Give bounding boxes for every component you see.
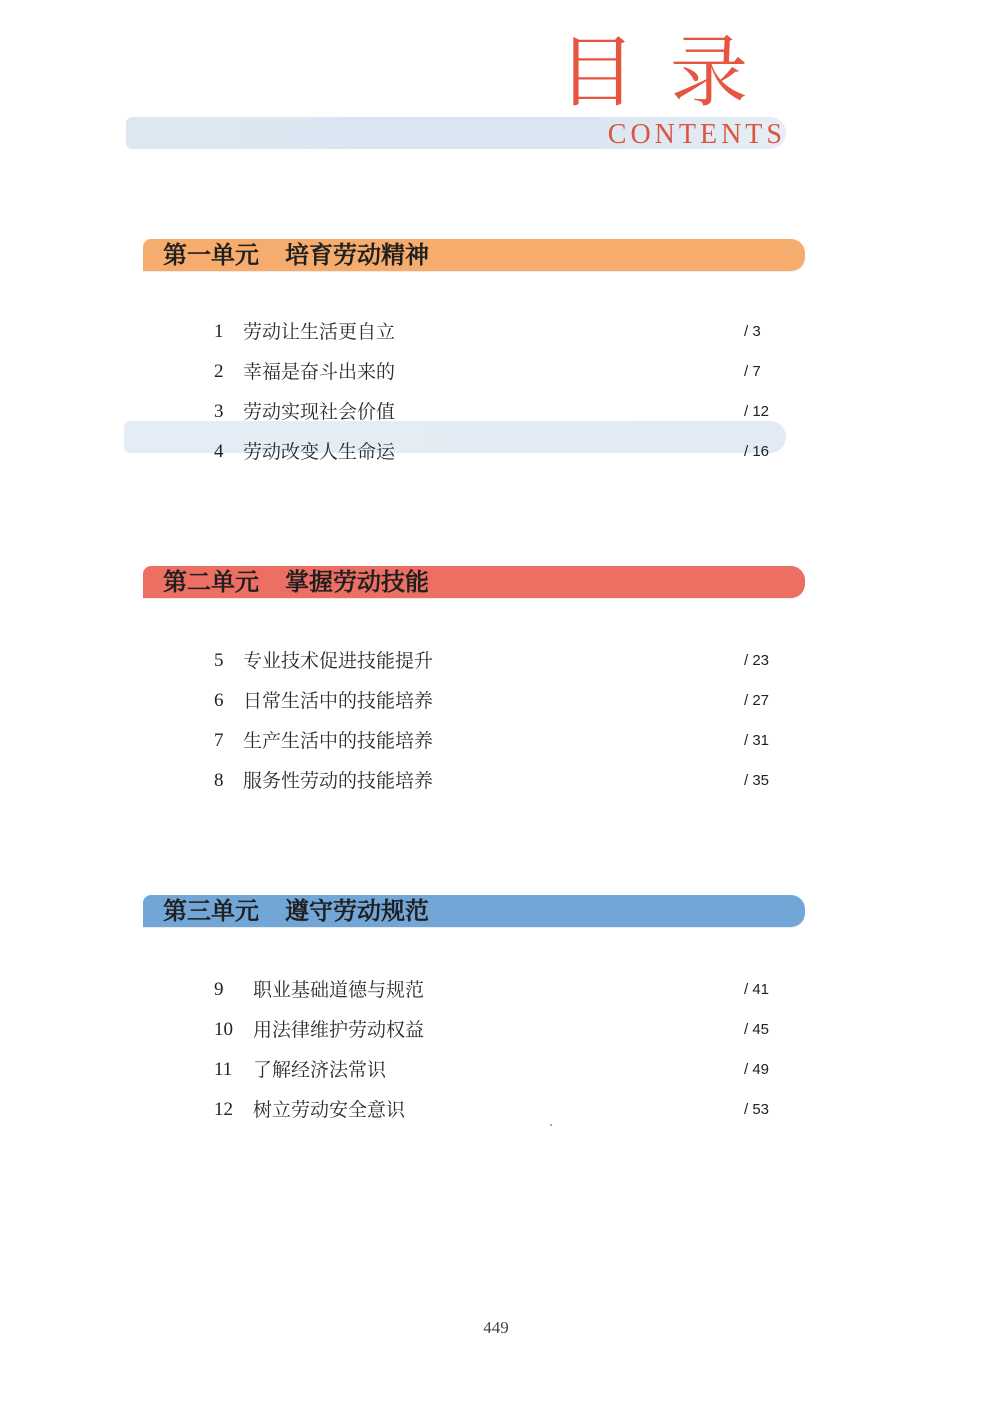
page-number: 449: [483, 1318, 509, 1337]
toc-entry-label: 服务性劳动的技能培养: [243, 770, 434, 792]
toc-entry[interactable]: [0, 1095, 992, 1125]
toc-entry-page: / 49: [744, 1061, 770, 1078]
toc-entry[interactable]: [0, 317, 992, 347]
toc-entry-label: 幸福是奋斗出来的: [243, 361, 396, 383]
toc-entry[interactable]: [0, 357, 992, 387]
toc-entry-number: 3: [214, 401, 224, 422]
unit-heading: [163, 895, 429, 927]
toc-entry-number: 7: [214, 730, 224, 751]
toc-entry-number: 4: [214, 441, 224, 462]
toc-entry[interactable]: [0, 1055, 992, 1085]
unit-number: 第二单元: [163, 568, 259, 596]
toc-entry-number: 8: [214, 770, 224, 791]
toc-entry-page: / 12: [744, 403, 770, 420]
unit-number: 第一单元: [163, 241, 259, 269]
page-title-english: CONTENTS: [607, 119, 786, 150]
toc-entry[interactable]: [0, 437, 992, 467]
toc-entry-number: 12: [214, 1099, 233, 1120]
unit-subtitle: 掌握劳动技能: [285, 568, 429, 596]
toc-entry-page: / 45: [744, 1021, 770, 1038]
toc-entry[interactable]: [0, 766, 992, 796]
toc-entry-label: 职业基础道德与规范: [253, 979, 425, 1001]
toc-entry-label: 劳动实现社会价值: [243, 401, 396, 423]
toc-entry-label: 专业技术促进技能提升: [243, 650, 434, 672]
toc-entry-label: 树立劳动安全意识: [253, 1099, 406, 1121]
unit-heading: [163, 239, 429, 271]
toc-entry-number: 9: [214, 979, 224, 1000]
toc-entry[interactable]: [0, 397, 992, 427]
print-speck: [550, 1124, 552, 1126]
toc-entry[interactable]: [0, 686, 992, 716]
toc-entry-number: 10: [214, 1019, 233, 1040]
unit-number: 第三单元: [163, 897, 259, 925]
toc-entry-number: 2: [214, 361, 224, 382]
toc-entry-label: 日常生活中的技能培养: [243, 690, 434, 712]
toc-entry-number: 1: [214, 321, 224, 342]
toc-entry-page: / 23: [744, 652, 770, 669]
toc-entry-page: / 7: [744, 363, 761, 380]
unit-subtitle: 培育劳动精神: [285, 241, 429, 269]
toc-entry-label: 生产生活中的技能培养: [243, 730, 434, 752]
toc-entry[interactable]: [0, 1015, 992, 1045]
toc-entry[interactable]: [0, 975, 992, 1005]
toc-entry-page: / 16: [744, 443, 770, 460]
toc-entry-page: / 41: [744, 981, 770, 998]
toc-entry[interactable]: [0, 726, 992, 756]
toc-entry-number: 6: [214, 690, 224, 711]
toc-entry-label: 劳动改变人生命运: [243, 441, 396, 463]
toc-entry-page: / 53: [744, 1101, 770, 1118]
toc-entry-label: 用法律维护劳动权益: [253, 1019, 425, 1041]
toc-entry-page: / 35: [744, 772, 770, 789]
page-title: 目录: [557, 28, 782, 118]
toc-entry[interactable]: [0, 646, 992, 676]
unit-subtitle: 遵守劳动规范: [285, 897, 429, 925]
toc-entry-page: / 3: [744, 323, 761, 340]
toc-entry-label: 了解经济法常识: [253, 1059, 387, 1081]
toc-entry-number: 11: [214, 1059, 233, 1080]
unit-heading: [163, 566, 429, 598]
toc-entry-label: 劳动让生活更自立: [243, 321, 396, 343]
toc-entry-page: / 31: [744, 732, 770, 749]
toc-entry-number: 5: [214, 650, 224, 671]
toc-entry-page: / 27: [744, 692, 770, 709]
